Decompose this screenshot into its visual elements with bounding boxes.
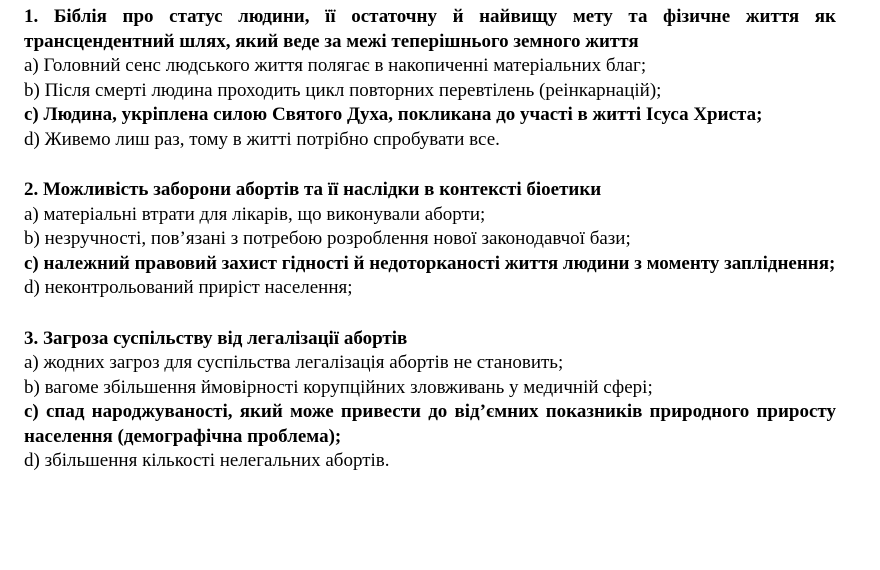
question-title: 1. Біблія про статус людини, її остаточну й найвищу мету та фізичне життя як трансцендентний шлях, який веде за межі теперішнього земного життя: [24, 6, 836, 52]
question-1: [24, 5, 836, 152]
answer-option-b: b) Після смерті людина проходить цикл повторних перевтілень (реінкарнацій);: [24, 79, 662, 101]
question-title: 3. Загроза суспільству від легалізації абортів: [24, 327, 408, 349]
answer-option-d: d) неконтрольований приріст населення;: [24, 277, 353, 298]
answer-option-c-correct: c) Людина, укріплена силою Святого Духа, покликана до участі в житті Ісуса Христа;: [24, 104, 763, 125]
question-3: [24, 327, 836, 474]
answer-option-a: a) жодних загроз для суспільства легалізація абортів не становить;: [24, 352, 564, 373]
answer-option-d: d) збільшення кількості нелегальних абортів.: [24, 450, 390, 471]
answer-option-b: b) незручності, пов’язані з потребою розроблення нової законодавчої бази;: [24, 228, 631, 249]
answer-option-b: b) вагоме збільшення ймовірності корупційних зловживань у медичній сфері;: [24, 376, 653, 398]
answer-option-d: d) Живемо лиш раз, тому в житті потрібно спробувати все.: [24, 128, 500, 150]
answer-option-a: a) Головний сенс людського життя полягає в накопиченні матеріальних благ;: [24, 55, 647, 76]
answer-option-c-correct: c) належний правовий захист гідності й недоторканості життя людини з моменту запліднення;: [24, 252, 836, 274]
answer-option-c-correct: c) спад народжуваності, який може привести до від’ємних показників природного приросту населення (демографічна проблема);: [24, 401, 836, 447]
question-2: [24, 178, 836, 301]
answer-option-a: a) матеріальні втрати для лікарів, що виконували аборти;: [24, 203, 486, 225]
question-title: 2. Можливість заборони абортів та її наслідки в контексті біоетики: [24, 179, 602, 200]
